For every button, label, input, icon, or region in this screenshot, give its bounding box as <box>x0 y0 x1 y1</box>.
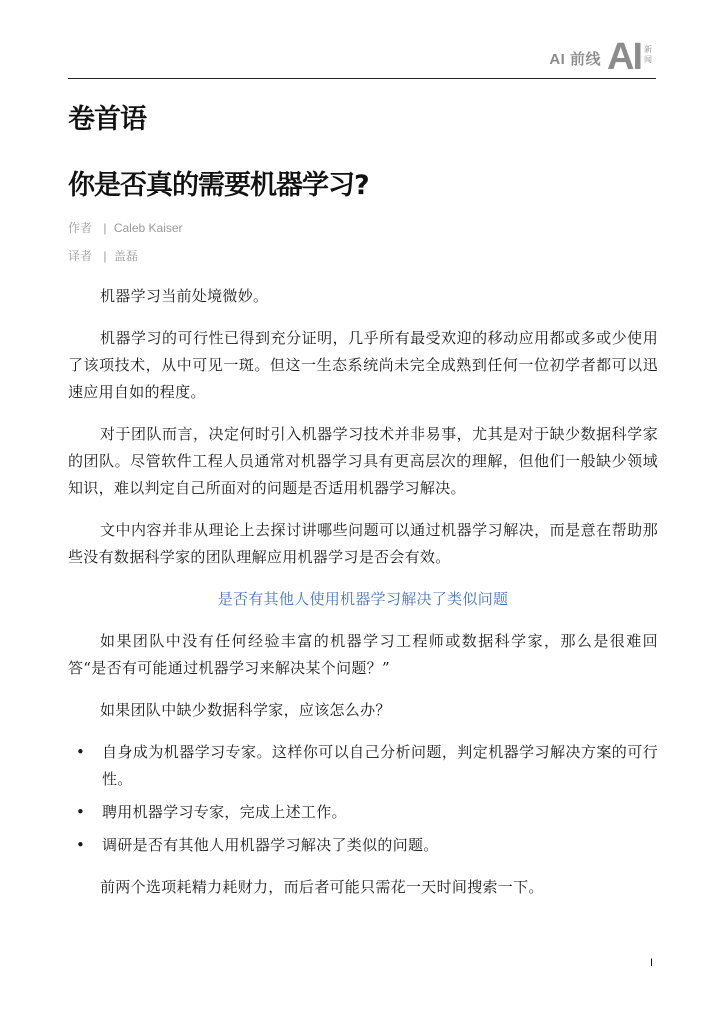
logo-small-text: 新 闻 <box>644 45 652 64</box>
list-item: • 调研是否有其他人用机器学习解决了类似的问题。 <box>102 832 658 859</box>
closing-paragraph: 前两个选项耗精力耗财力，而后者可能只需花一天时间搜索一下。 <box>100 878 544 896</box>
page-number: I <box>650 957 654 969</box>
translator-line <box>68 247 138 264</box>
logo-mark: AI <box>607 36 641 78</box>
translator-label: 译者 <box>68 249 93 263</box>
author-name: Caleb Kaiser <box>113 221 183 235</box>
list-item: • 聘用机器学习专家，完成上述工作。 <box>102 799 658 826</box>
paragraph: 如果团队中没有任何经验丰富的机器学习工程师或数据科学家，那么是很难回答“是否有可能通过机器学习来解决某个问题？” <box>68 632 658 677</box>
translator-separator: | <box>103 249 107 263</box>
page-header <box>68 36 656 79</box>
paragraph: 对于团队而言，决定何时引入机器学习技术并非易事，尤其是对于缺少数据科学家的团队。尽管软件工程人员通常对机器学习具有更高层次的理解，但他们一般缺少领域知识，难以判定自己所面对的问题是否适用机器学习解决。 <box>68 425 658 497</box>
list-item: • 自身成为机器学习专家。这样你可以自己分析问题，判定机器学习解决方案的可行性。 <box>102 739 658 793</box>
author-line <box>68 219 183 236</box>
article-title: 你是否真的需要机器学习? <box>68 170 369 201</box>
logo-text: AI 前线 <box>549 50 601 68</box>
ai-frontline-logo <box>549 36 652 78</box>
subheading: 是否有其他人使用机器学习解决了类似问题 <box>217 590 509 608</box>
translator-name: 盖磊 <box>113 249 138 263</box>
author-separator: | <box>103 221 107 235</box>
author-label: 作者 <box>68 221 93 235</box>
section-title: 卷首语 <box>68 104 146 135</box>
bullet-list <box>68 739 658 859</box>
paragraph: 文中内容并非从理论上去探讨讲哪些问题可以通过机器学习解决，而是意在帮助那些没有数据科学家的团队理解应用机器学习是否会有效。 <box>68 521 658 566</box>
paragraph: 机器学习当前处境微妙。 <box>100 287 269 305</box>
article-body <box>68 283 658 916</box>
paragraph: 机器学习的可行性已得到充分证明，几乎所有最受欢迎的移动应用都或多或少使用了该项技术，从中可见一斑。但这一生态系统尚未完全成熟到任何一位初学者都可以迅速应用自如的程度。 <box>68 329 658 401</box>
paragraph: 如果团队中缺少数据科学家，应该怎么办？ <box>100 701 391 719</box>
